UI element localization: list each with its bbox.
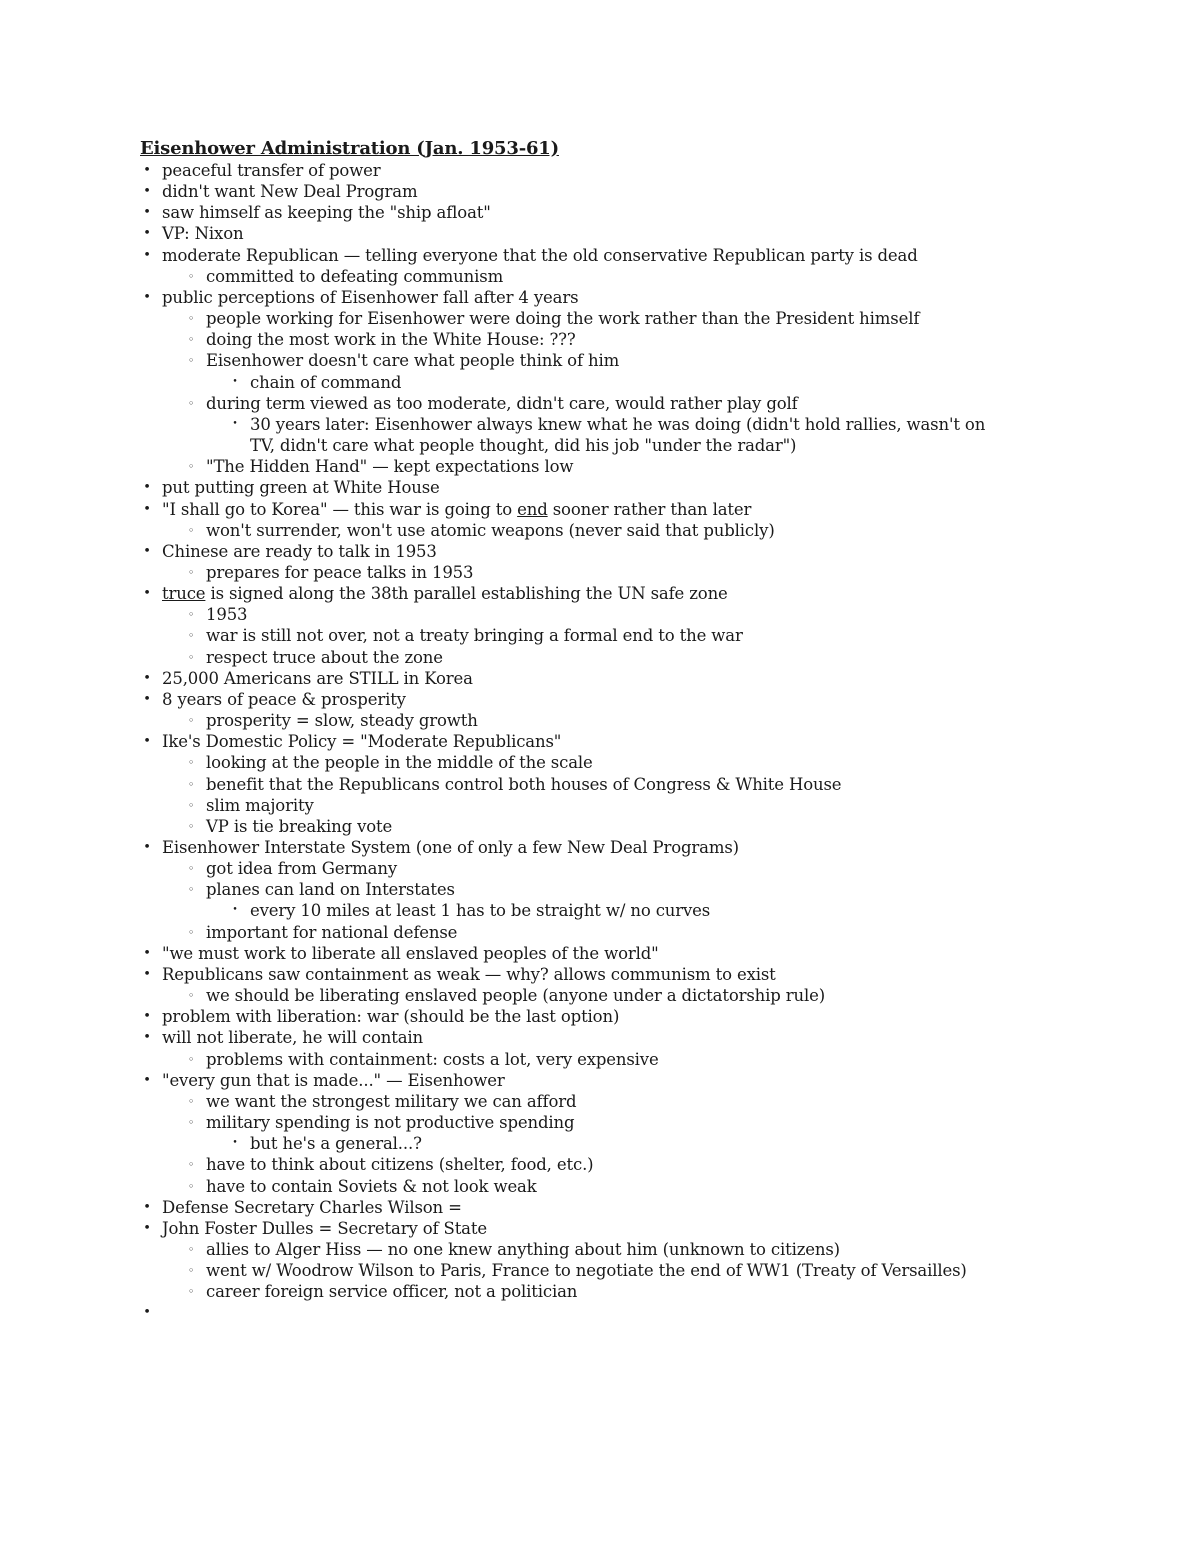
list-item-text: Republicans saw containment as weak — why? allows communism to exist	[162, 964, 776, 984]
bullet-icon: •	[143, 734, 151, 750]
bullet-list	[140, 160, 1150, 1321]
list-item	[140, 245, 1150, 266]
bullet-icon: •	[143, 691, 151, 707]
circle-bullet-icon: ◦	[187, 1158, 195, 1172]
list-item-text: important for national defense	[206, 922, 458, 942]
list-item	[140, 202, 1150, 223]
list-item-text: public perceptions of Eisenhower fall after 4 years	[162, 287, 579, 307]
circle-bullet-icon: ◦	[187, 269, 195, 283]
list-item-text: problems with containment: costs a lot, very expensive	[206, 1049, 659, 1069]
circle-bullet-icon: ◦	[187, 777, 195, 791]
bullet-icon: •	[143, 670, 151, 686]
circle-bullet-icon: ◦	[187, 523, 195, 537]
list-item-text: sooner rather than later	[547, 499, 752, 519]
underlined-word: end	[517, 499, 548, 519]
list-item	[140, 456, 1150, 477]
list-item-text: Defense Secretary Charles Wilson =	[162, 1197, 462, 1217]
list-item-text: have to think about citizens (shelter, food, etc.)	[206, 1155, 594, 1175]
list-item	[140, 1133, 1150, 1154]
bullet-icon: •	[143, 1305, 151, 1321]
circle-bullet-icon: ◦	[187, 1116, 195, 1130]
list-item	[140, 414, 1150, 435]
list-item	[140, 604, 1150, 625]
list-item	[140, 1027, 1150, 1048]
list-item-text: during term viewed as too moderate, didn't care, would rather play golf	[206, 393, 798, 413]
list-item	[140, 1070, 1150, 1091]
list-item-text: went w/ Woodrow Wilson to Paris, France to negotiate the end of WW1 (Treaty of Versailles)	[206, 1261, 967, 1281]
list-item	[140, 710, 1150, 731]
circle-bullet-icon: ◦	[187, 1285, 195, 1299]
list-item-text: people working for Eisenhower were doing the work rather than the President himself	[206, 309, 920, 329]
list-item	[140, 1176, 1150, 1197]
bullet-icon: •	[143, 226, 151, 242]
list-item	[140, 160, 1150, 181]
circle-bullet-icon: ◦	[187, 333, 195, 347]
notes-body	[140, 138, 1150, 1321]
list-item-text: respect truce about the zone	[206, 647, 443, 667]
list-item-text: Eisenhower Interstate System (one of only a few New Deal Programs)	[162, 838, 739, 857]
list-item-text: every 10 miles at least 1 has to be straight w/ no curves	[250, 901, 711, 921]
list-item	[140, 900, 1150, 921]
list-item-text: "The Hidden Hand" — kept expectations low	[206, 457, 574, 477]
list-item-text: benefit that the Republicans control both houses of Congress & White House	[206, 774, 842, 794]
circle-bullet-icon: ◦	[187, 650, 195, 664]
list-item-text: got idea from Germany	[206, 859, 397, 879]
list-item	[140, 689, 1150, 710]
circle-bullet-icon: ◦	[187, 1264, 195, 1278]
list-item-text: moderate Republican — telling everyone that the old conservative Republican party is dead	[162, 245, 918, 265]
list-item	[140, 1197, 1150, 1218]
list-item	[140, 520, 1150, 541]
bullet-icon: •	[143, 1220, 151, 1236]
list-item-text: chain of command	[250, 372, 402, 392]
list-item-text: 25,000 Americans are STILL in Korea	[162, 668, 473, 688]
bullet-icon: •	[143, 163, 151, 178]
list-item	[140, 668, 1150, 689]
list-item-text: Eisenhower doesn't care what people think of him	[206, 351, 620, 371]
list-item-text: planes can land on Interstates	[206, 880, 455, 900]
bullet-icon: •	[143, 1030, 151, 1046]
list-item-text: prepares for peace talks in 1953	[206, 562, 474, 582]
list-item	[140, 1091, 1150, 1112]
list-item	[140, 287, 1150, 308]
list-item	[140, 985, 1150, 1006]
list-item	[140, 731, 1150, 752]
bullet-icon: •	[143, 247, 151, 263]
list-item-text: 8 years of peace & prosperity	[162, 689, 406, 709]
bullet-icon: •	[232, 1138, 238, 1149]
list-item-text: 1953	[206, 605, 248, 625]
bullet-icon: •	[143, 1072, 151, 1088]
circle-bullet-icon: ◦	[187, 608, 195, 622]
circle-bullet-icon: ◦	[187, 819, 195, 833]
list-item	[140, 583, 1150, 604]
list-item-text: will not liberate, he will contain	[162, 1028, 424, 1048]
list-item-text: John Foster Dulles = Secretary of State	[162, 1218, 487, 1238]
list-item	[140, 477, 1150, 498]
circle-bullet-icon: ◦	[187, 714, 195, 728]
list-item-text: military spending is not productive spending	[206, 1113, 575, 1133]
list-item	[140, 774, 1150, 795]
circle-bullet-icon: ◦	[187, 862, 195, 876]
circle-bullet-icon: ◦	[187, 565, 195, 579]
list-item	[140, 308, 1150, 329]
list-item-text: prosperity = slow, steady growth	[206, 711, 478, 731]
list-item	[140, 1239, 1150, 1260]
list-item	[140, 879, 1150, 900]
list-item	[140, 858, 1150, 879]
list-item-text: "I shall go to Korea" — this war is going to	[162, 499, 518, 519]
bullet-icon: •	[143, 840, 151, 855]
list-item	[140, 181, 1150, 202]
list-item	[140, 922, 1150, 943]
list-item-text: allies to Alger Hiss — no one knew anything about him (unknown to citizens)	[206, 1239, 840, 1259]
list-item	[140, 329, 1150, 350]
circle-bullet-icon: ◦	[187, 1052, 195, 1066]
list-item-text: but he's a general...?	[250, 1134, 422, 1154]
list-item-text: we want the strongest military we can afford	[206, 1091, 577, 1111]
list-item	[140, 562, 1150, 583]
list-item	[140, 816, 1150, 837]
circle-bullet-icon: ◦	[187, 798, 195, 812]
bullet-icon: •	[143, 586, 151, 602]
list-item-text: we should be liberating enslaved people (anyone under a dictatorship rule)	[206, 986, 826, 1006]
circle-bullet-icon: ◦	[187, 460, 195, 474]
list-item-text: TV, didn't care what people thought, did his job "under the radar")	[250, 436, 797, 456]
list-item-text: put putting green at White House	[162, 478, 440, 498]
bullet-icon: •	[232, 376, 238, 387]
list-item	[140, 1112, 1150, 1133]
list-item-text: "we must work to liberate all enslaved peoples of the world"	[162, 943, 659, 963]
bullet-icon: •	[143, 501, 151, 517]
bullet-icon: •	[143, 1009, 151, 1025]
list-item-text: saw himself as keeping the "ship afloat"	[162, 203, 491, 223]
list-item	[140, 625, 1150, 646]
list-item-text: VP is tie breaking vote	[206, 816, 393, 836]
list-item	[140, 541, 1150, 562]
list-item-text: doing the most work in the White House: ???	[206, 330, 576, 350]
circle-bullet-icon: ◦	[187, 354, 195, 368]
list-item-text: career foreign service officer, not a politician	[206, 1282, 578, 1302]
circle-bullet-icon: ◦	[187, 883, 195, 897]
bullet-icon: •	[143, 480, 151, 496]
list-item	[140, 964, 1150, 985]
bullet-icon: •	[143, 289, 151, 305]
circle-bullet-icon: ◦	[187, 1179, 195, 1193]
list-item	[140, 393, 1150, 414]
list-item	[140, 1281, 1150, 1302]
page-title: Eisenhower Administration (Jan. 1953-61)	[140, 138, 559, 159]
list-item-text: peaceful transfer of power	[162, 161, 381, 180]
bullet-icon: •	[143, 205, 151, 221]
list-item-text: have to contain Soviets & not look weak	[206, 1176, 537, 1196]
list-item	[140, 266, 1150, 287]
circle-bullet-icon: ◦	[187, 629, 195, 643]
list-item-text: war is still not over, not a treaty bringing a formal end to the war	[206, 626, 743, 646]
list-item-text: 30 years later: Eisenhower always knew what he was doing (didn't hold rallies, wasn't on	[250, 414, 986, 434]
circle-bullet-icon: ◦	[187, 925, 195, 939]
list-item	[140, 1260, 1150, 1281]
circle-bullet-icon: ◦	[187, 312, 195, 326]
list-item-text: problem with liberation: war (should be the last option)	[162, 1007, 620, 1027]
underlined-word: truce	[162, 584, 206, 604]
bullet-icon: •	[232, 905, 238, 916]
list-item	[140, 647, 1150, 668]
list-item-text: "every gun that is made..." — Eisenhower	[162, 1070, 505, 1090]
circle-bullet-icon: ◦	[187, 396, 195, 410]
list-item	[140, 1218, 1150, 1239]
list-item	[140, 435, 1150, 456]
bullet-icon: •	[143, 945, 151, 961]
list-item	[140, 752, 1150, 773]
circle-bullet-icon: ◦	[187, 756, 195, 770]
list-item-text: Chinese are ready to talk in 1953	[162, 541, 437, 561]
list-item-text: looking at the people in the middle of the scale	[206, 753, 593, 773]
list-item	[140, 837, 1150, 858]
bullet-icon: •	[143, 184, 151, 200]
circle-bullet-icon: ◦	[187, 1094, 195, 1108]
list-item-text: slim majority	[206, 795, 314, 815]
list-item	[140, 350, 1150, 371]
list-item	[140, 223, 1150, 244]
list-item	[140, 372, 1150, 393]
list-item	[140, 1006, 1150, 1027]
list-item-text: committed to defeating communism	[206, 266, 504, 286]
list-item-text: didn't want New Deal Program	[162, 182, 418, 202]
list-item	[140, 795, 1150, 816]
bullet-icon: •	[143, 966, 151, 982]
bullet-icon: •	[143, 1199, 151, 1215]
list-item	[140, 1154, 1150, 1175]
list-item-text: is signed along the 38th parallel establishing the UN safe zone	[205, 584, 728, 604]
list-item-text: VP: Nixon	[162, 224, 244, 244]
list-item-text: Ike's Domestic Policy = "Moderate Republicans"	[162, 732, 562, 752]
bullet-icon: •	[143, 543, 151, 559]
list-item	[140, 943, 1150, 964]
list-item	[140, 1049, 1150, 1070]
list-item-text: won't surrender, won't use atomic weapons (never said that publicly)	[206, 520, 775, 540]
circle-bullet-icon: ◦	[187, 989, 195, 1003]
list-item	[140, 499, 1150, 520]
circle-bullet-icon: ◦	[187, 1242, 195, 1256]
bullet-icon: •	[232, 418, 238, 429]
